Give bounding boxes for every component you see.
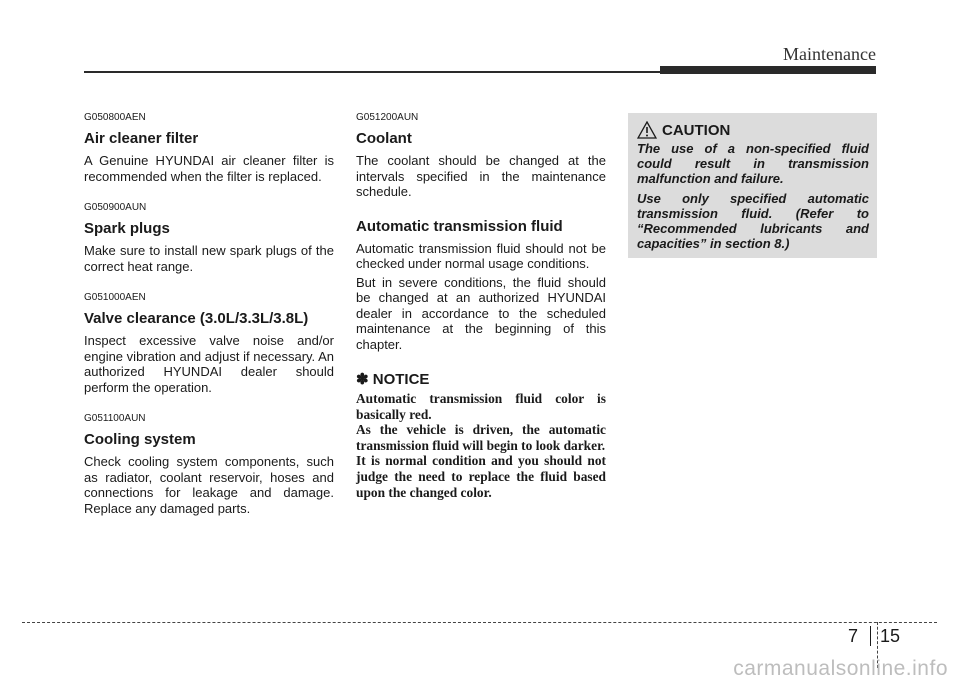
notice-title-text: NOTICE [372, 371, 430, 388]
section-code: G051100AUN [84, 413, 146, 424]
notice-line: As the vehicle is driven, the automatic transmission fluid will begin to look darker. [356, 422, 606, 453]
section-code: G050800AEN [84, 112, 146, 123]
caution-line: Use only specified automatic transmission fluid. (Refer to “Recommended lubricants and capacities” in section 8.) [637, 190, 869, 252]
caution-line: The use of a non-specified fluid could result in transmission malfunction and failure. [637, 141, 869, 187]
asterisk-icon: ✽ [356, 371, 369, 388]
section-paragraph: Make sure to install new spark plugs of the correct heat range. [84, 243, 334, 274]
section-heading: Automatic transmission fluid [356, 217, 563, 235]
section-atf [356, 218, 606, 353]
watermark: carmanualsonline.info [733, 657, 948, 680]
section-heading: Coolant [356, 130, 412, 147]
section-air-cleaner [84, 112, 334, 184]
footer-dashed-rule [22, 622, 937, 623]
warning-triangle-icon [637, 121, 657, 139]
section-code: G051000AEN [84, 292, 146, 303]
section-heading: Air cleaner filter [84, 130, 199, 147]
section-coolant [356, 112, 606, 200]
chapter-number: 7 [848, 626, 859, 646]
section-code: G051200AUN [356, 112, 419, 123]
notice-line: It is normal condition and you should not judge the need to replace the fluid based upon the changed color. [356, 453, 606, 500]
middle-column [356, 112, 606, 500]
caution-box [628, 113, 877, 258]
section-paragraph: Inspect excessive valve noise and/or engine vibration and adjust if necessary. An authorized HYUNDAI dealer should perform the operation. [84, 333, 334, 395]
section-heading: Valve clearance (3.0L/3.3L/3.8L) [84, 310, 309, 327]
section-cooling-system [84, 413, 334, 516]
header-rule-thick [660, 66, 876, 74]
section-paragraph: But in severe conditions, the fluid should be changed at an authorized HYUNDAI dealer in accordance to the scheduled maintenance at the beginning of this chapter. [356, 274, 606, 352]
caution-title [637, 121, 869, 139]
section-spark-plugs [84, 202, 334, 274]
notice-title [356, 370, 606, 388]
notice-line: Automatic transmission fluid color is basically red. [356, 391, 606, 422]
section-paragraph: Automatic transmission fluid should not be checked under normal usage conditions. [356, 240, 606, 271]
section-paragraph: A Genuine HYUNDAI air cleaner filter is recommended when the filter is replaced. [84, 153, 334, 184]
page-number-divider [870, 626, 871, 646]
section-paragraph: Check cooling system components, such as radiator, coolant reservoir, hoses and connections for leakage and damage. Replace any damaged parts. [84, 454, 334, 516]
section-heading: Cooling system [84, 431, 196, 448]
header-title: Maintenance [783, 44, 876, 64]
caution-title-text: CAUTION [662, 121, 731, 139]
page-number: 15 [880, 626, 901, 646]
section-valve-clearance [84, 292, 334, 395]
section-heading: Spark plugs [84, 220, 170, 237]
left-column [84, 112, 334, 534]
section-code: G050900AUN [84, 202, 147, 213]
notice-block [356, 370, 606, 500]
header-rule-thin [84, 71, 660, 73]
section-paragraph: The coolant should be changed at the intervals specified in the maintenance schedule. [356, 153, 606, 199]
